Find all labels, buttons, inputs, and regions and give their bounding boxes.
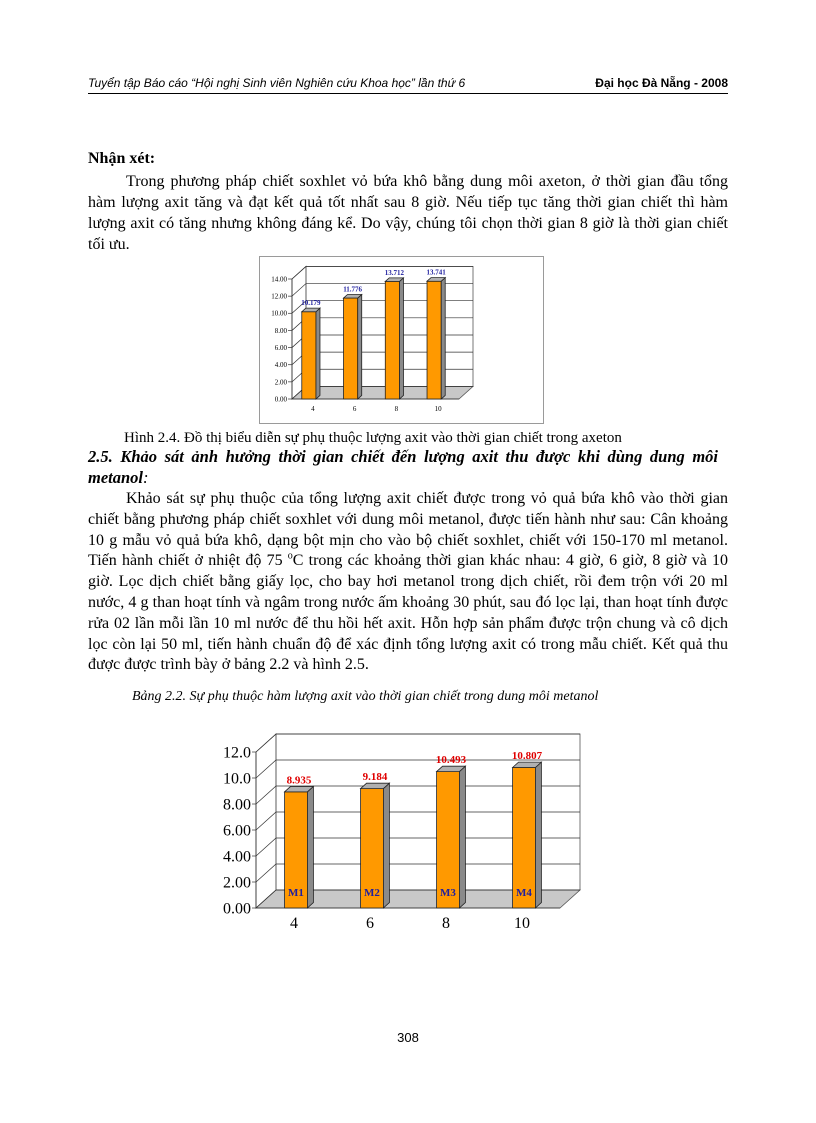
value-label: 11.776: [343, 285, 363, 294]
bar: [427, 281, 441, 399]
y-tick-label: 2.00: [274, 378, 287, 387]
figure-2-4-chart: [259, 256, 547, 426]
y-tick-label: 10.00: [271, 309, 287, 318]
bar-series-label: M1: [288, 887, 304, 899]
header-university: Đại học Đà Nẵng - 2008: [595, 76, 728, 90]
bar-side: [459, 766, 465, 908]
header-rule: [88, 93, 728, 94]
bar-side: [358, 294, 362, 399]
section-paragraph: [88, 489, 728, 676]
section-heading-colon: :: [143, 468, 149, 487]
y-tick-label: 4.00: [223, 848, 251, 866]
remark-title: Nhận xét:: [88, 150, 156, 167]
bar-side: [383, 783, 389, 908]
value-label: 10.179: [301, 299, 321, 308]
paragraph-part-1: Khảo sát sự phụ thuộc của tổng lượng axit chiết được trong vỏ quả bứa khô vào thời gian chiết bằng phương pháp chiết soxhlet với dung môi metanol, được tiến hành như sau: Cân khoảng 10 g mẫu vỏ quả bứa khô, dạng bột mịn cho vào bộ chiết soxhlet, chiết với 150-170 ml metanol. Tiến hành chiết ở nhiệt độ 75: [88, 490, 728, 570]
value-label: 13.712: [384, 268, 404, 277]
y-tick-label: 10.0: [223, 770, 251, 788]
y-tick-label: 6.00: [223, 822, 251, 840]
value-label: 10.493: [435, 754, 467, 767]
bar: [344, 298, 358, 399]
section-2-5-heading: [88, 446, 718, 488]
x-tick-label: 4: [311, 405, 315, 413]
value-label: 13.741: [426, 268, 446, 277]
running-header: [88, 72, 728, 92]
paragraph-part-2: C trong các khoảng thời gian khác nhau: 4 giờ, 6 giờ, 8 giờ và 10 giờ. Lọc dịch chiết bằng giấy lọc, cho bay hơi metanol trong dịch chiết, rồi đem trộn với 20 ml nước, 4 g than hoạt tính và ngâm trong nước ấm khoảng 30 phút, sau đó lọc lại, than hoạt tính được rửa 02 lần mỗi lần 10 ml nước để thu hồi hết axit. Hỗn hợp sản phẩm được trộn chung và cô dịch lọc còn lại 50 ml, tiến hành chuẩn độ để xác định tổng lượng axit có trong mẫu chiết. Kết quả thu được được trình bày ở bảng 2.2 và hình 2.5.: [88, 552, 728, 674]
x-tick-label: 10: [434, 405, 442, 413]
y-tick-label: 14.00: [271, 275, 287, 284]
y-tick-label: 12.00: [271, 292, 287, 301]
y-tick-label: 12.0: [223, 744, 251, 762]
x-tick-label: 4: [290, 915, 298, 932]
bar-side: [316, 308, 320, 399]
bar-side: [307, 786, 313, 908]
y-tick-label: 0.00: [274, 395, 287, 404]
remark-paragraph: Trong phương pháp chiết soxhlet vỏ bứa khô bằng dung môi axeton, ở thời gian đầu tổng hàm lượng axit tăng và đạt kết quả tốt nhất sau 8 giờ. Nếu tiếp tục tăng thời gian chiết thì hàm lượng axit có tăng nhưng không đáng kể. Do vậy, chúng tôi chọn thời gian 8 giờ là thời gian chiết tối ưu.: [88, 173, 728, 253]
bar-series-label: M2: [364, 887, 380, 899]
value-label: 8.935: [286, 774, 312, 787]
x-tick-label: 8: [394, 405, 399, 413]
bar-side: [441, 278, 445, 399]
y-tick-label: 4.00: [274, 361, 287, 370]
y-tick-label: 8.00: [274, 326, 287, 335]
bar-series-label: M3: [440, 887, 456, 899]
x-tick-label: 10: [514, 915, 530, 932]
x-tick-label: 8: [442, 915, 450, 932]
table-2-2-caption: Bảng 2.2. Sự phụ thuộc hàm lượng axit vào thời gian chiết trong dung môi metanol: [132, 689, 599, 704]
x-tick-label: 6: [366, 915, 374, 932]
value-label: 10.807: [511, 750, 543, 763]
bar: [385, 281, 399, 399]
figure-2-5-chart: [200, 712, 600, 942]
value-label: 9.184: [362, 771, 388, 784]
section-heading-text: 2.5. Khảo sát ảnh hưởng thời gian chiết đến lượng axit thu được khi dùng dung môi metanol: [88, 447, 718, 487]
y-tick-label: 6.00: [274, 344, 287, 353]
bar-side: [399, 278, 403, 399]
bar: [302, 312, 316, 399]
y-tick-label: 2.00: [223, 874, 251, 892]
x-tick-label: 6: [352, 405, 357, 413]
header-proceedings-title: Tuyển tập Báo cáo “Hội nghị Sinh viên Nghiên cứu Khoa học” lần thứ 6: [88, 76, 466, 90]
y-tick-label: 0.00: [223, 900, 251, 918]
degree-superscript: o: [287, 551, 293, 563]
bar-series-label: M4: [516, 887, 532, 899]
y-tick-label: 8.00: [223, 796, 251, 814]
figure-2-4-caption: Hình 2.4. Đồ thị biểu diễn sự phụ thuộc lượng axit vào thời gian chiết trong axeton: [124, 430, 622, 446]
bar-side: [535, 762, 541, 908]
page-number: 308: [397, 1030, 419, 1045]
